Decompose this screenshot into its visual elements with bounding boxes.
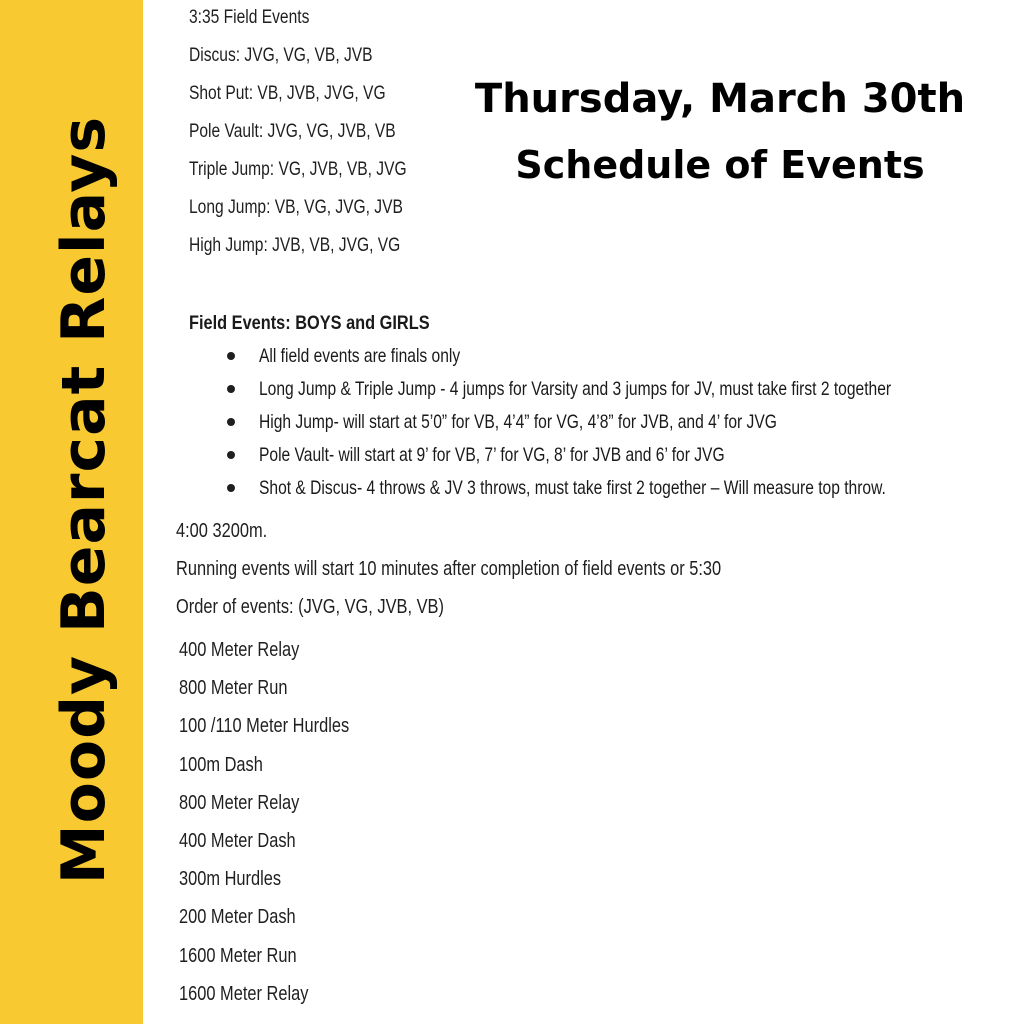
field-schedule-item: Triple Jump: VG, JVB, VB, JVG — [189, 159, 407, 180]
field-events-rules — [224, 344, 1024, 509]
list-item: 400 Meter Dash — [179, 829, 296, 852]
list-item: 400 Meter Relay — [179, 639, 300, 661]
list-item: Long Jump & Triple Jump - 4 jumps for Varsity and 3 jumps for JV, must take first 2 together — [224, 377, 1024, 410]
list-item: 800 Meter Run — [179, 677, 288, 700]
running-info-line: Running events will start 10 minutes after completion of field events or 5:30 — [176, 558, 722, 580]
running-info-line: 4:00 3200m. — [176, 520, 268, 542]
bullet-icon — [227, 484, 235, 492]
page-title-date: Thursday, March 30th — [474, 76, 966, 122]
sidebar-banner — [0, 0, 143, 1024]
bullet-icon — [227, 385, 235, 393]
field-schedule-item: Long Jump: VB, VG, JVG, JVB — [189, 197, 403, 218]
field-schedule-item: Pole Vault: JVG, VG, JVB, VB — [189, 121, 396, 142]
list-item: 300m Hurdles — [179, 868, 282, 891]
sidebar-title: Moody Bearcat Relays — [49, 115, 119, 885]
list-item: Shot & Discus- 4 throws & JV 3 throws, must take first 2 together – Will measure top throw. — [224, 476, 1024, 509]
list-item: 800 Meter Relay — [179, 791, 300, 814]
list-item: High Jump- will start at 5’0” for VB, 4’4” for VG, 4’8” for JVB, and 4’ for JVG — [224, 410, 1024, 443]
field-schedule-item: Shot Put: VB, JVB, JVG, VG — [189, 83, 386, 104]
list-item: 1600 Meter Run — [179, 944, 297, 967]
running-info — [176, 518, 841, 632]
bullet-icon — [227, 352, 235, 360]
field-events-heading: Field Events: BOYS and GIRLS — [189, 313, 430, 334]
running-info-line: Order of events: (JVG, VG, JVB, VB) — [176, 596, 444, 618]
page-subtitle: Schedule of Events — [515, 143, 925, 187]
list-item: 100m Dash — [179, 753, 263, 776]
bullet-icon — [227, 418, 235, 426]
list-item: 200 Meter Dash — [179, 906, 296, 929]
list-item: 100 /110 Meter Hurdles — [179, 715, 350, 738]
running-events-list — [179, 637, 387, 1019]
field-schedule-list — [189, 6, 454, 272]
list-item: Pole Vault- will start at 9’ for VB, 7’ for VG, 8’ for JVB and 6’ for JVG — [224, 443, 1024, 476]
list-item: 1600 Meter Relay — [179, 982, 309, 1005]
bullet-icon — [227, 451, 235, 459]
field-schedule-item: High Jump: JVB, VB, JVG, VG — [189, 235, 401, 256]
field-schedule-item: Discus: JVG, VG, VB, JVB — [189, 45, 373, 66]
field-schedule-item: 3:35 Field Events — [189, 7, 310, 28]
list-item: All field events are finals only — [224, 344, 1024, 377]
